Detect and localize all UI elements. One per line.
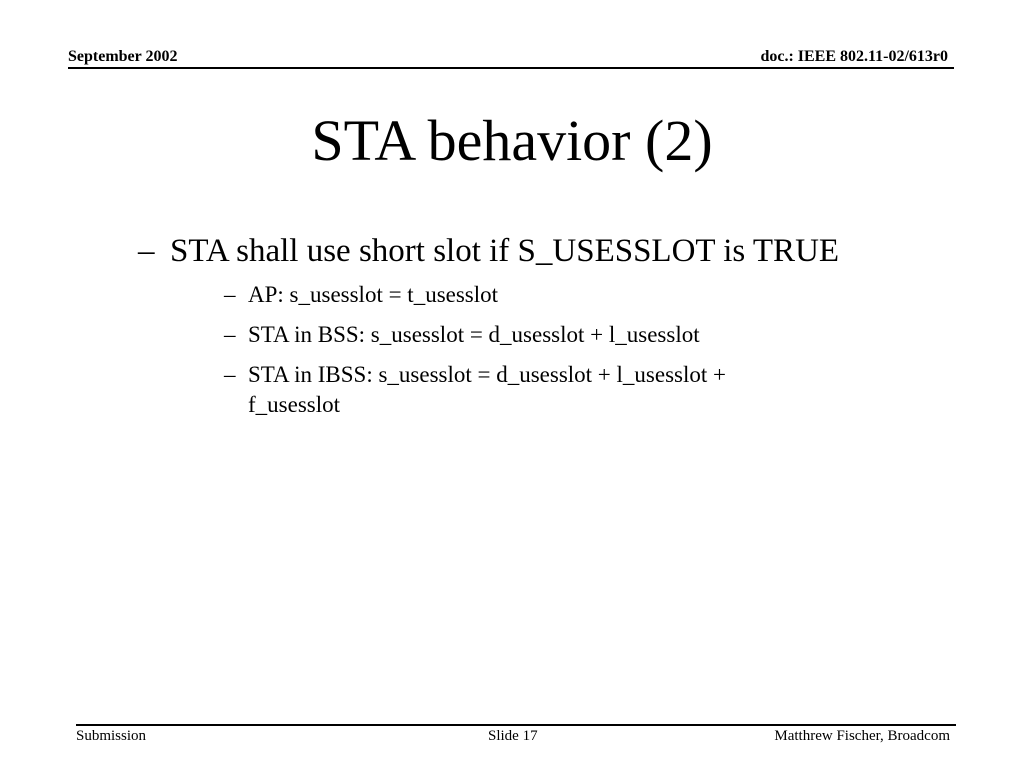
bullet-text: STA shall use short slot if S_USESSLOT is TRUE <box>170 233 840 269</box>
footer-author: Matthrew Fischer, Broadcom <box>774 728 950 744</box>
sub-bullet-text: AP: s_usesslot = t_usesslot <box>248 282 499 307</box>
sub-bullet-item <box>130 360 728 420</box>
sub-bullet-marker: – <box>224 322 236 347</box>
slide-body <box>130 228 890 430</box>
footer-submission: Submission <box>76 728 147 744</box>
sub-bullet-item <box>130 280 728 310</box>
slide-footer <box>76 728 950 748</box>
sub-bullet-text: STA in IBSS: s_usesslot = d_usesslot + l_usesslot + f_usesslot <box>248 362 726 417</box>
slide-title: STA behavior (2) <box>311 108 713 173</box>
bullet-item <box>130 228 890 274</box>
sub-bullet-marker: – <box>224 362 236 387</box>
footer-divider <box>76 724 956 726</box>
header-date: September 2002 <box>68 48 178 65</box>
bullet-marker: – <box>138 233 155 269</box>
sub-bullet-item <box>130 320 728 350</box>
header-doc-id: doc.: IEEE 802.11-02/613r0 <box>760 48 948 65</box>
sub-bullet-text: STA in BSS: s_usesslot = d_usesslot + l_usesslot <box>248 322 700 347</box>
slide-header <box>68 46 948 68</box>
footer-slide-number: Slide 17 <box>488 728 538 744</box>
header-divider <box>68 67 954 69</box>
sub-bullet-marker: – <box>224 282 236 307</box>
